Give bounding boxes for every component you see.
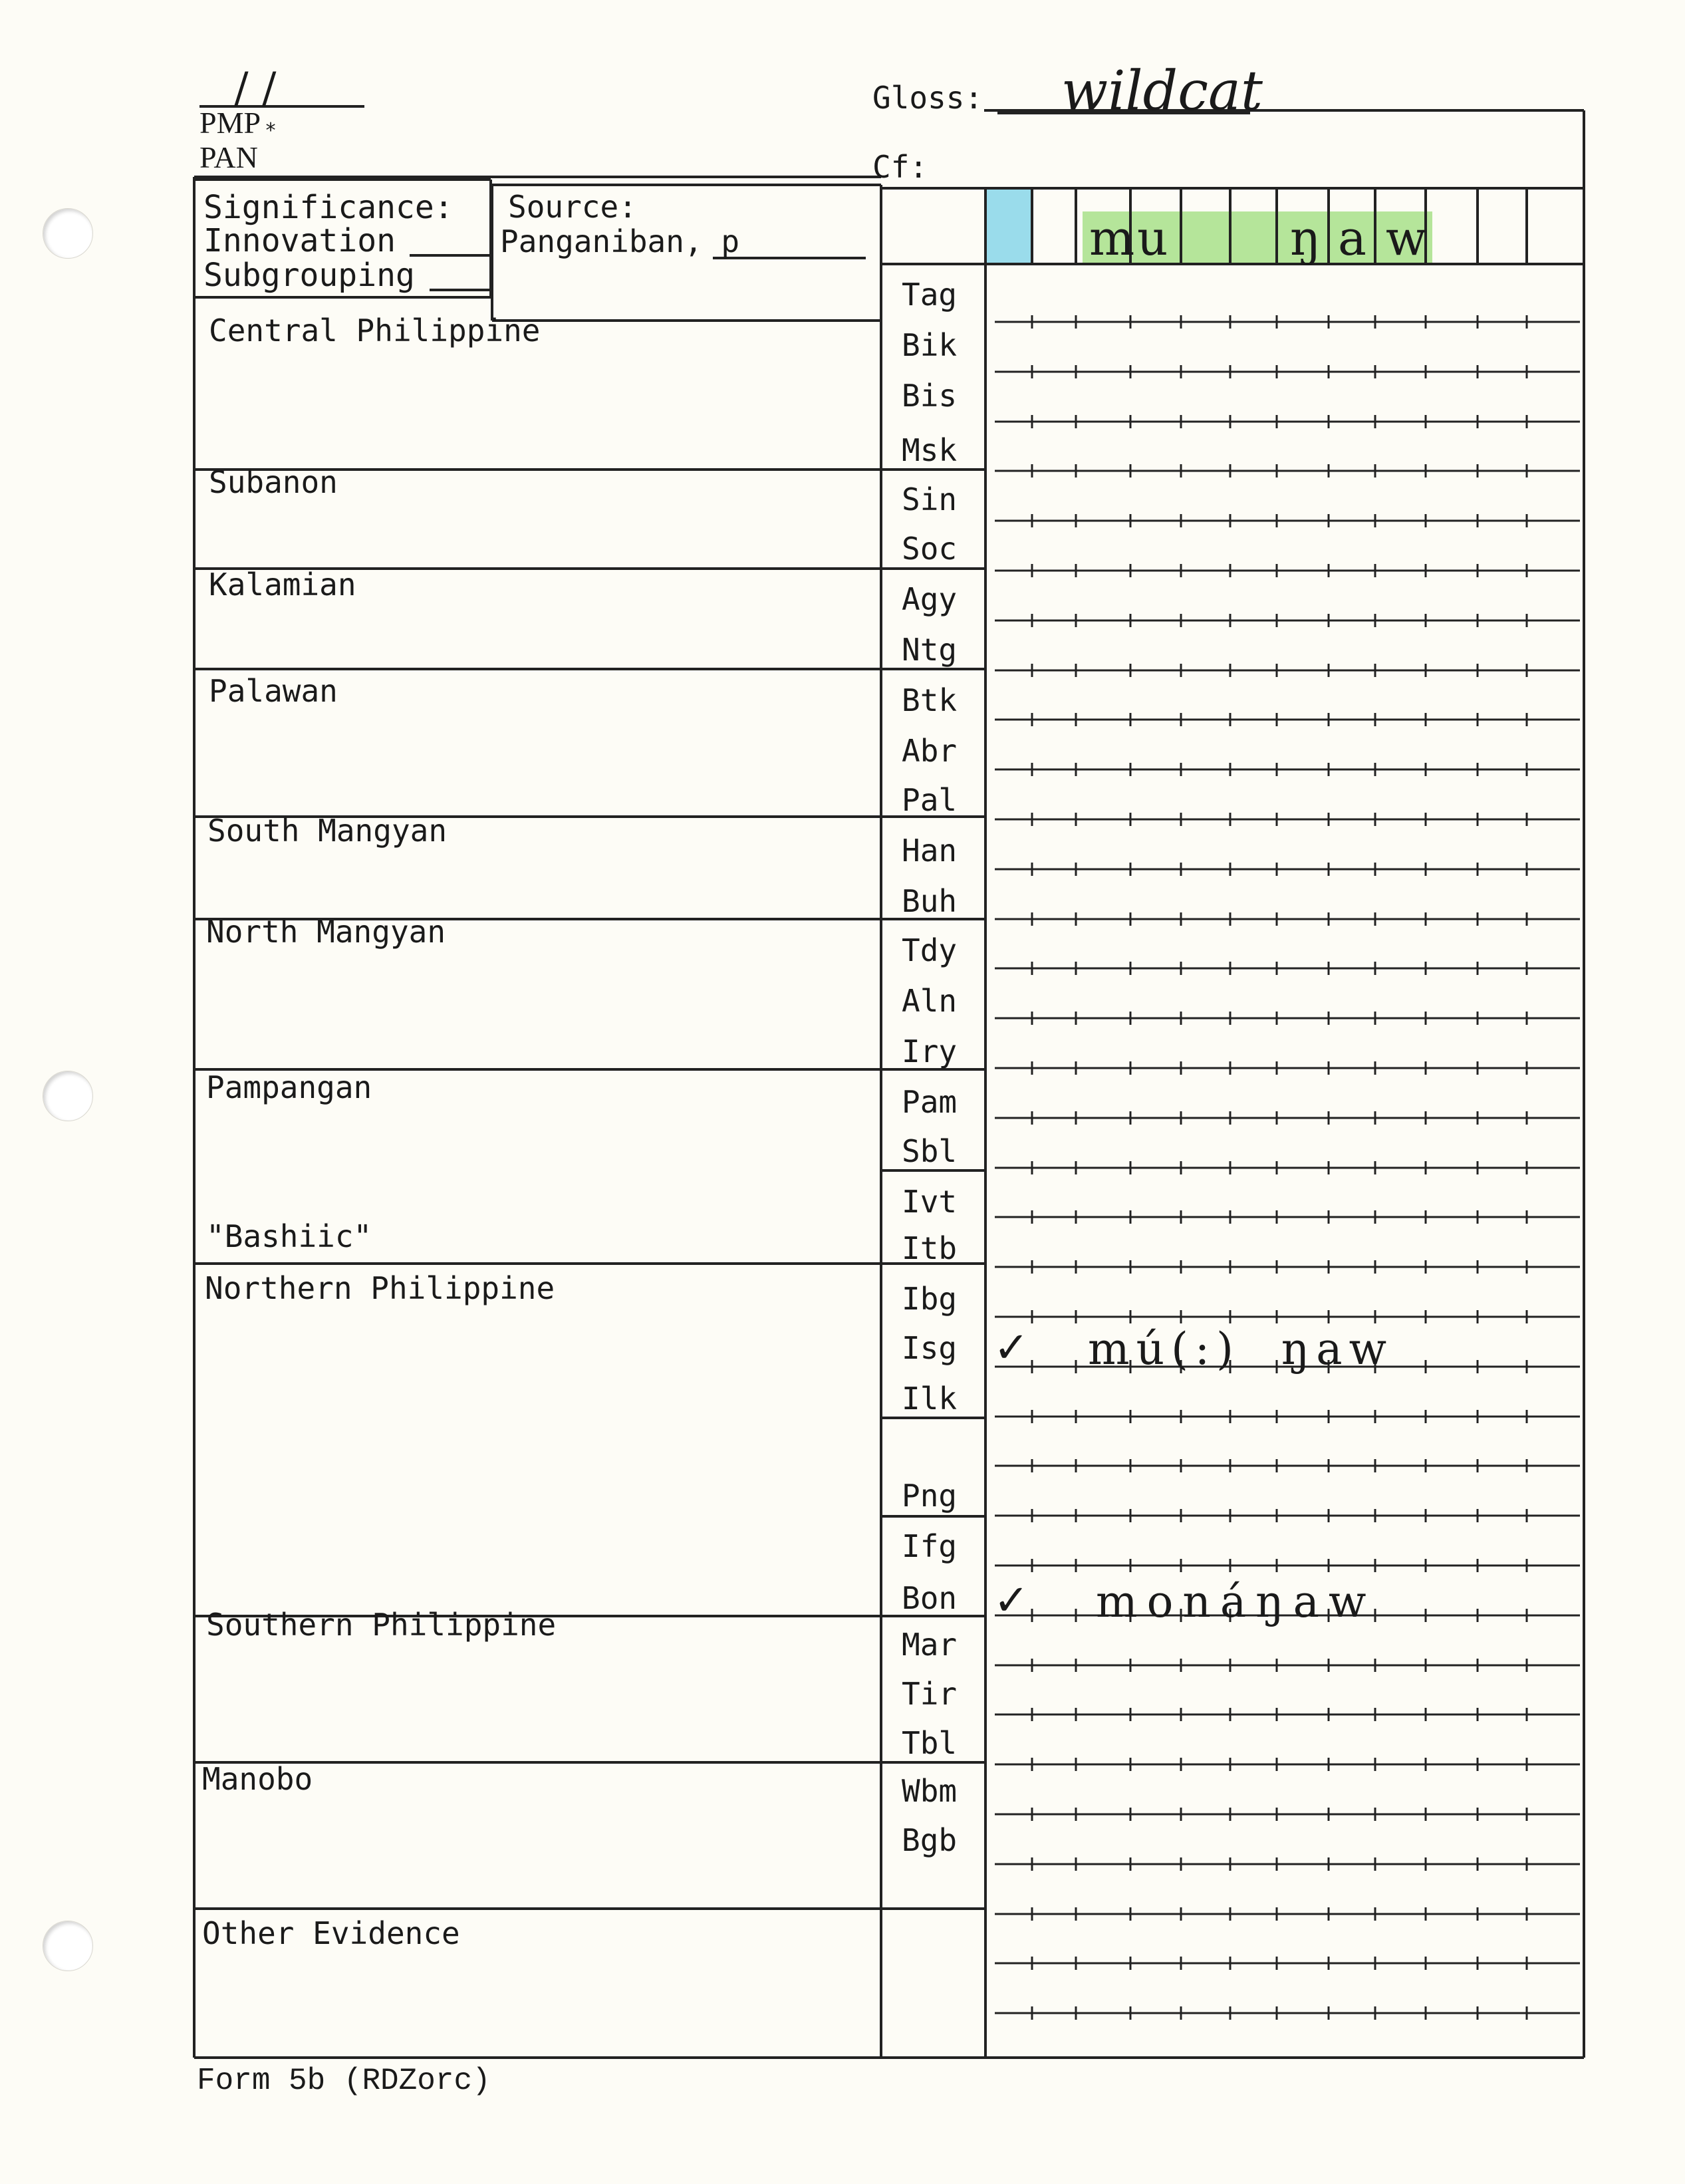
gloss-label: Gloss:: [872, 80, 983, 116]
bon-reflex: monáŋaw: [1096, 1576, 1376, 1627]
group-label: Manobo: [202, 1761, 313, 1797]
language-code: Tag: [902, 277, 958, 313]
language-code: Bis: [902, 378, 958, 414]
reconstruction-segment: ŋ: [1290, 210, 1321, 266]
language-code: Buh: [902, 883, 958, 919]
language-code: Msk: [902, 432, 958, 468]
language-code: Ibg: [902, 1281, 958, 1317]
reconstruction-segment: a: [1338, 210, 1366, 266]
language-code: Sbl: [902, 1133, 958, 1169]
group-label: "Bashiic": [206, 1218, 372, 1254]
language-code: Aln: [902, 983, 958, 1019]
language-code: Ifg: [902, 1528, 958, 1564]
form-footer: Form 5b (RDZorc): [197, 2064, 491, 2098]
proto-slashes: / /: [234, 64, 277, 113]
source-label: Source:: [508, 189, 637, 225]
language-code: Mar: [902, 1627, 958, 1663]
language-code: Iry: [902, 1033, 958, 1069]
bon-check-mark: ✓: [993, 1576, 1029, 1625]
language-code: Pal: [902, 782, 958, 818]
group-label: South Mangyan: [207, 813, 448, 849]
gloss-value: wildcat: [1061, 60, 1263, 123]
isg-check-mark: ✓: [993, 1323, 1029, 1373]
language-code: Ivt: [902, 1184, 958, 1220]
significance-label: Significance:: [203, 189, 454, 226]
reconstruction-segment: u: [1137, 210, 1168, 266]
language-code: Soc: [902, 531, 958, 567]
group-label: Other Evidence: [202, 1915, 460, 1951]
language-code: Agy: [902, 581, 958, 617]
language-code: Itb: [902, 1230, 958, 1266]
group-label: Northern Philippine: [205, 1270, 555, 1306]
language-code: Tir: [902, 1676, 958, 1712]
language-code: Ilk: [902, 1381, 958, 1417]
language-code: Bik: [902, 327, 958, 363]
group-label: Southern Philippine: [206, 1607, 557, 1643]
isg-reflex: mú(:) ŋaw: [1088, 1323, 1394, 1375]
group-label: Palawan: [209, 673, 338, 709]
language-code: Han: [902, 833, 958, 869]
proto-asterisk: *: [265, 119, 277, 142]
language-code: Bon: [902, 1580, 958, 1616]
reconstruction-segment: w: [1386, 210, 1427, 266]
language-code: Wbm: [902, 1773, 958, 1809]
language-code: Pam: [902, 1084, 958, 1120]
language-code: Png: [902, 1478, 958, 1514]
proto-label-pan: PAN: [199, 140, 258, 174]
language-code: Ntg: [902, 632, 958, 668]
language-code: Isg: [902, 1330, 958, 1366]
proto-label-pmp: PMP: [199, 106, 261, 140]
group-label: Kalamian: [209, 567, 356, 603]
group-label: Pampangan: [206, 1069, 372, 1105]
group-label: North Mangyan: [206, 914, 446, 950]
reconstruction-segment: m: [1089, 210, 1135, 266]
language-code: Abr: [902, 733, 958, 769]
language-code: Tdy: [902, 932, 958, 968]
subgrouping-label: Subgrouping: [203, 257, 415, 294]
cf-label: Cf:: [872, 149, 928, 185]
language-code: Sin: [902, 481, 958, 517]
group-label: Subanon: [209, 464, 338, 500]
source-value: Panganiban, p: [500, 223, 740, 259]
language-code: Btk: [902, 682, 958, 718]
language-code: Tbl: [902, 1725, 958, 1761]
group-label: Central Philippine: [209, 313, 541, 348]
innovation-label: Innovation: [203, 222, 396, 259]
language-code: Bgb: [902, 1822, 958, 1858]
